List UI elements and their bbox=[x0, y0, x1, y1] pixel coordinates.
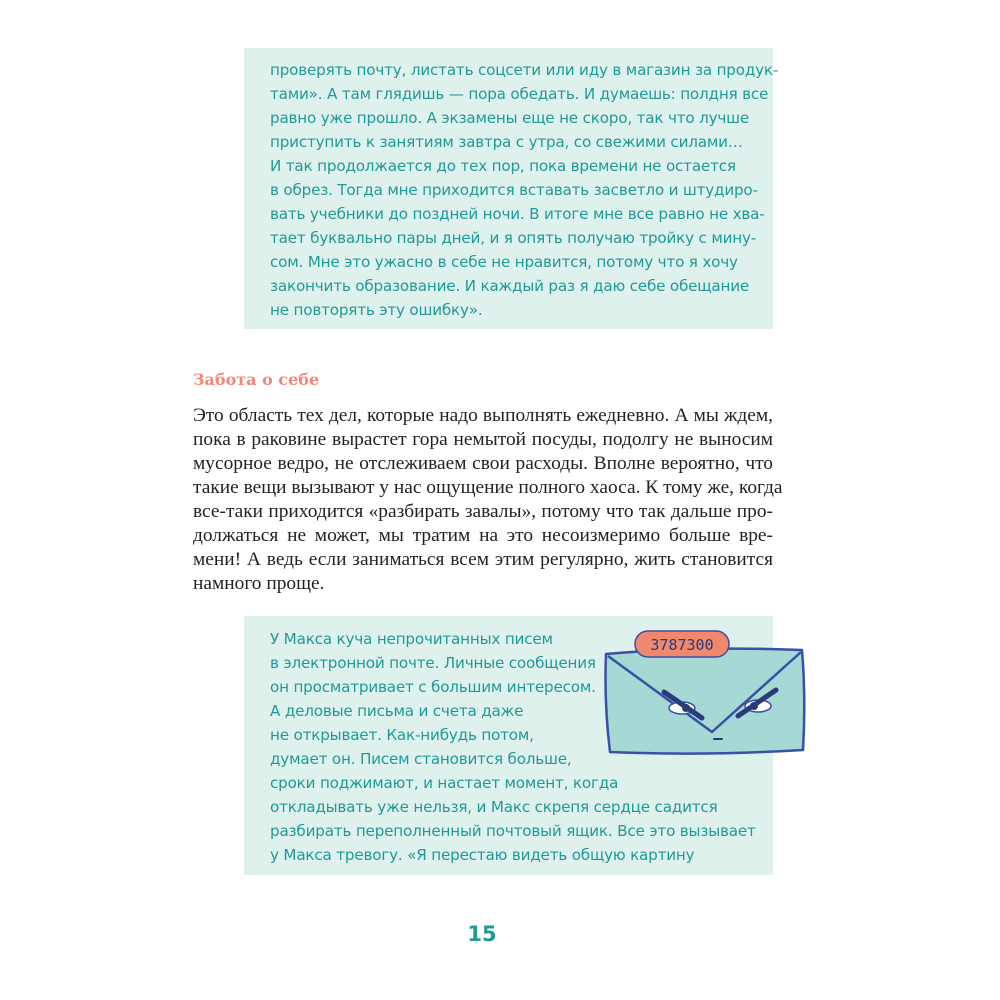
quote-line: равно уже прошло. А экзамены еще не скоро, так что лучше bbox=[270, 109, 749, 127]
quote-line: вать учебники до поздней ночи. В итоге мне все равно не хва- bbox=[270, 205, 765, 223]
angry-envelope-icon bbox=[598, 628, 810, 763]
quote-line: И так продолжается до тех пор, пока времени не остается bbox=[270, 157, 736, 175]
quote-line: проверять почту, листать соцсети или иду в магазин за продук- bbox=[270, 61, 779, 79]
quote-line: не повторять эту ошибку». bbox=[270, 301, 483, 319]
section-heading: Забота о себе bbox=[193, 370, 320, 389]
badge-count: 3787300 bbox=[650, 636, 714, 654]
story-line: откладывать уже нельзя, и Макс скрепя сердце садится bbox=[270, 798, 718, 816]
story-line: не открывает. Как-нибудь потом, bbox=[270, 726, 534, 744]
body-text-line: все-таки приходится «разбирать завалы», потому что так дальше про- bbox=[193, 501, 773, 522]
quote-line: закончить образование. И каждый раз я даю себе обещание bbox=[270, 277, 750, 295]
body-text-line: Это область тех дел, которые надо выполнять ежедневно. А мы ждем, bbox=[193, 405, 773, 426]
story-line: разбирать переполненный почтовый ящик. Все это вызывает bbox=[270, 822, 756, 840]
story-line: он просматривает с большим интересом. bbox=[270, 678, 596, 696]
body-text-line: должаться не может, мы тратим на это несоизмеримо больше вре- bbox=[193, 525, 773, 546]
story-line: у Макса тревогу. «Я перестаю видеть общую картину bbox=[270, 846, 695, 864]
story-line: У Макса куча непрочитанных писем bbox=[270, 630, 553, 648]
body-text-line: мени! А ведь если заниматься всем этим регулярно, жить становится bbox=[193, 549, 773, 570]
story-line: в электронной почте. Личные сообщения bbox=[270, 654, 596, 672]
envelope-body bbox=[606, 649, 805, 754]
body-text-line: намного проще. bbox=[193, 573, 325, 594]
quote-box-top bbox=[244, 48, 779, 329]
quote-line: сом. Мне это ужасно в себе не нравится, потому что я хочу bbox=[270, 253, 738, 271]
story-line: сроки поджимают, и настает момент, когда bbox=[270, 774, 619, 792]
quote-line: тами». А там глядишь — пора обедать. И думаешь: полдня все bbox=[270, 85, 769, 103]
body-text-line: пока в раковине вырастет гора немытой посуды, подолгу не выносим bbox=[193, 429, 773, 450]
quote-line: тает буквально пары дней, и я опять получаю тройку с мину- bbox=[270, 229, 757, 247]
page-number: 15 bbox=[467, 922, 497, 946]
body-text-line: такие вещи вызывают у нас ощущение полного хаоса. К тому же, когда bbox=[193, 477, 783, 498]
quote-line: в обрез. Тогда мне приходится вставать засветло и штудиро- bbox=[270, 181, 758, 199]
story-line: А деловые письма и счета даже bbox=[270, 702, 524, 720]
body-text-line: мусорное ведро, не отслеживаем свои расходы. Вполне вероятно, что bbox=[193, 453, 773, 474]
story-line: думает он. Писем становится больше, bbox=[270, 750, 572, 768]
quote-line: приступить к занятиям завтра с утра, со свежими силами… bbox=[270, 133, 743, 151]
